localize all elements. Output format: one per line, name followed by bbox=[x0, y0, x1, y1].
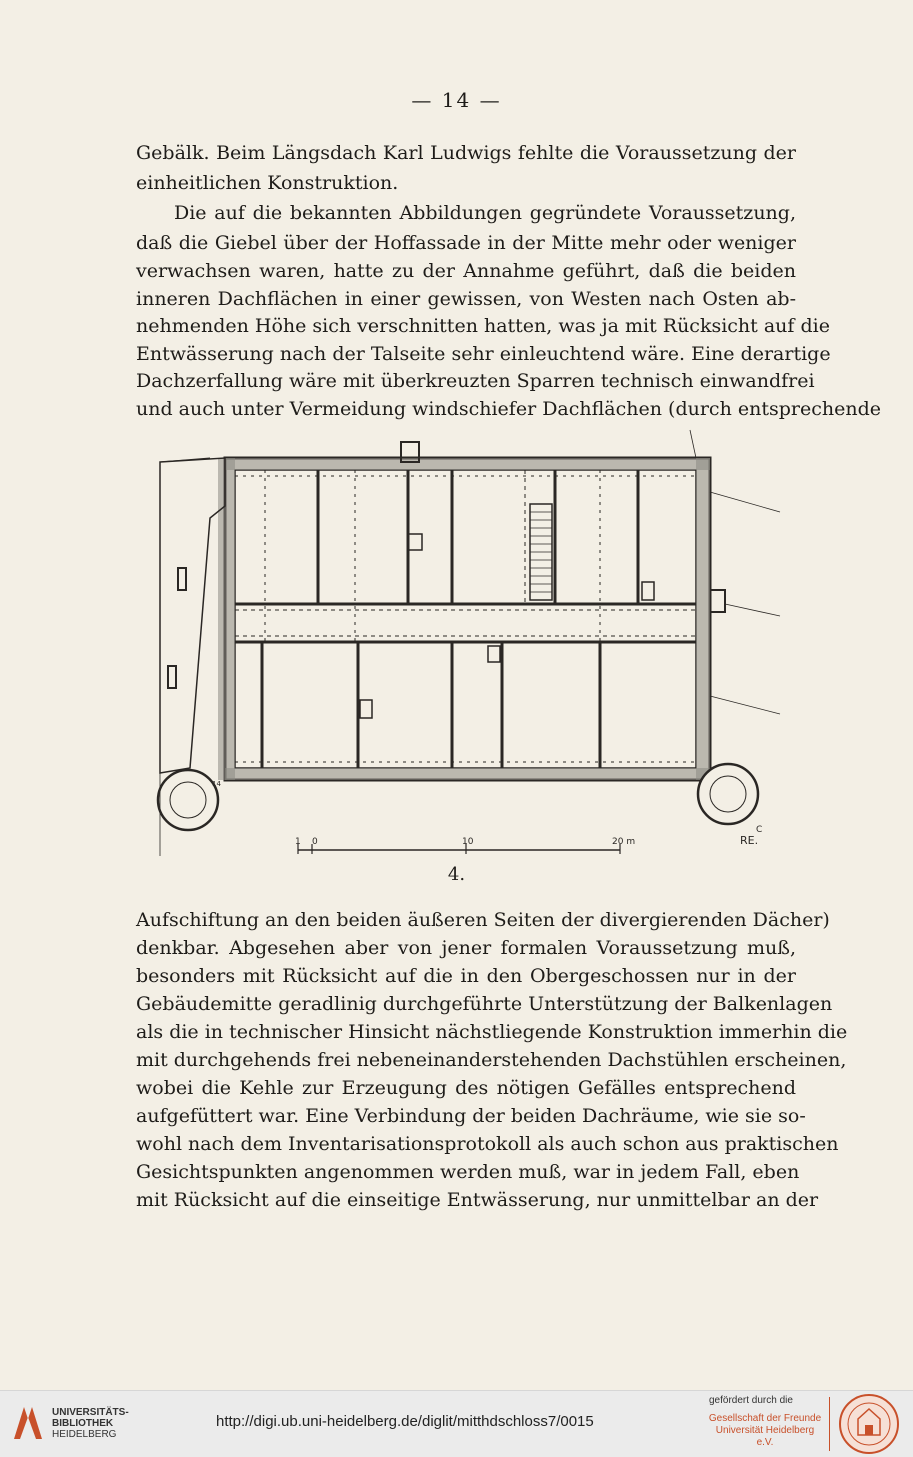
stove bbox=[642, 582, 654, 600]
text-line: einheitlichen Konstruktion. bbox=[136, 172, 399, 194]
text-line: mit Rücksicht auf die einseitige Entwässerung, nur unmittelbar an der bbox=[136, 1189, 819, 1211]
library-name bbox=[52, 1407, 129, 1440]
floor-plan-figure bbox=[150, 428, 790, 860]
scale-label: 1 bbox=[295, 837, 301, 847]
stove bbox=[360, 700, 372, 718]
supported-by-text: gefördert durch die bbox=[709, 1395, 793, 1406]
wall-hatch-bottom bbox=[225, 768, 710, 780]
stair-steps bbox=[530, 512, 552, 592]
terrain-line bbox=[710, 696, 780, 714]
society-name bbox=[706, 1413, 824, 1449]
wall-hatch-right bbox=[696, 458, 710, 780]
terrain-line bbox=[725, 604, 780, 616]
terrain-line bbox=[710, 492, 780, 512]
society-name-line: Universität Heidelberg e.V. bbox=[715, 1425, 815, 1448]
terrain-line bbox=[690, 430, 696, 458]
text-line: als die in technischer Hinsicht nächstliegende Konstruktion immerhin die bbox=[136, 1021, 848, 1043]
source-url-link[interactable]: http://digi.ub.uni-heidelberg.de/diglit/mitthdschloss7/0015 bbox=[216, 1413, 594, 1430]
annex-window bbox=[168, 666, 176, 688]
text-line: Entwässerung nach der Talseite sehr einleuchtend wäre. Eine derartige bbox=[136, 343, 831, 365]
stove bbox=[488, 646, 500, 662]
page-number: — 14 — bbox=[411, 88, 502, 112]
footer-divider bbox=[829, 1397, 830, 1451]
text-line: Gebälk. Beim Längsdach Karl Ludwigs fehlte die Voraussetzung der bbox=[136, 142, 796, 164]
east-annex bbox=[710, 590, 725, 612]
text-line: und auch unter Vermeidung windschiefer Dachflächen (durch entsprechende bbox=[136, 398, 881, 420]
stove bbox=[408, 534, 422, 550]
scale-label: 20 m bbox=[612, 837, 636, 847]
tower-sw bbox=[158, 770, 218, 830]
wall-hatch-top bbox=[225, 458, 710, 470]
text-line: nehmenden Höhe sich verschnitten hatten, was ja mit Rücksicht auf die bbox=[136, 315, 830, 337]
draftsman-mark: C bbox=[756, 825, 763, 835]
library-name-line: UNIVERSITÄTS- bbox=[52, 1407, 129, 1418]
scale-label: 0 bbox=[312, 837, 318, 847]
wall-hatch-left bbox=[218, 458, 235, 780]
text-line: Dachzerfallung wäre mit überkreuzten Sparren technisch einwandfrei bbox=[136, 370, 815, 392]
text-line: wohl nach dem Inventarisationsprotokoll als auch schon aus praktischen bbox=[136, 1133, 839, 1155]
annex-window bbox=[178, 568, 186, 590]
university-seal-icon bbox=[838, 1393, 900, 1455]
library-logo-icon bbox=[10, 1403, 46, 1443]
text-line: wobei die Kehle zur Erzeugung des nötigen Gefälles entsprechend bbox=[136, 1077, 796, 1099]
draftsman-signature: RE. bbox=[740, 834, 759, 847]
tower-se bbox=[698, 764, 758, 824]
library-name-line: BIBLIOTHEK bbox=[52, 1418, 114, 1429]
text-line: mit durchgehends frei nebeneinanderstehenden Dachstühlen erscheinen, bbox=[136, 1049, 847, 1071]
text-line: daß die Giebel über der Hoffassade in der Mitte mehr oder weniger bbox=[136, 232, 796, 254]
inner-wall-line bbox=[235, 470, 696, 768]
text-line: Gesichtspunkten angenommen werden muß, war in jedem Fall, eben bbox=[136, 1161, 800, 1183]
text-line: Gebäudemitte geradlinig durchgeführte Unterstützung der Balkenlagen bbox=[136, 993, 833, 1015]
text-line: inneren Dachflächen in einer gewissen, von Westen nach Osten ab- bbox=[136, 288, 796, 310]
footer-bar bbox=[0, 1390, 913, 1457]
text-line: Die auf die bekannten Abbildungen gegründete Voraussetzung, bbox=[174, 202, 796, 224]
figure-label: 4. bbox=[447, 864, 466, 885]
text-line: Aufschiftung an den beiden äußeren Seiten der divergierenden Dächer) bbox=[136, 909, 830, 931]
room-number: 14 bbox=[212, 780, 221, 788]
text-line: besonders mit Rücksicht auf die in den Obergeschossen nur in der bbox=[136, 965, 796, 987]
scale-label: 10 bbox=[462, 837, 474, 847]
library-name-line: HEIDELBERG bbox=[52, 1429, 117, 1440]
text-line: denkbar. Abgesehen aber von jener formalen Voraussetzung muß, bbox=[136, 937, 796, 959]
text-line: aufgefüttert war. Eine Verbindung der beiden Dachräume, wie sie so- bbox=[136, 1105, 806, 1127]
society-name-line: Gesellschaft der Freunde bbox=[708, 1413, 822, 1424]
west-annex bbox=[160, 458, 225, 773]
text-line: verwachsen waren, hatte zu der Annahme geführt, daß die beiden bbox=[136, 260, 796, 282]
